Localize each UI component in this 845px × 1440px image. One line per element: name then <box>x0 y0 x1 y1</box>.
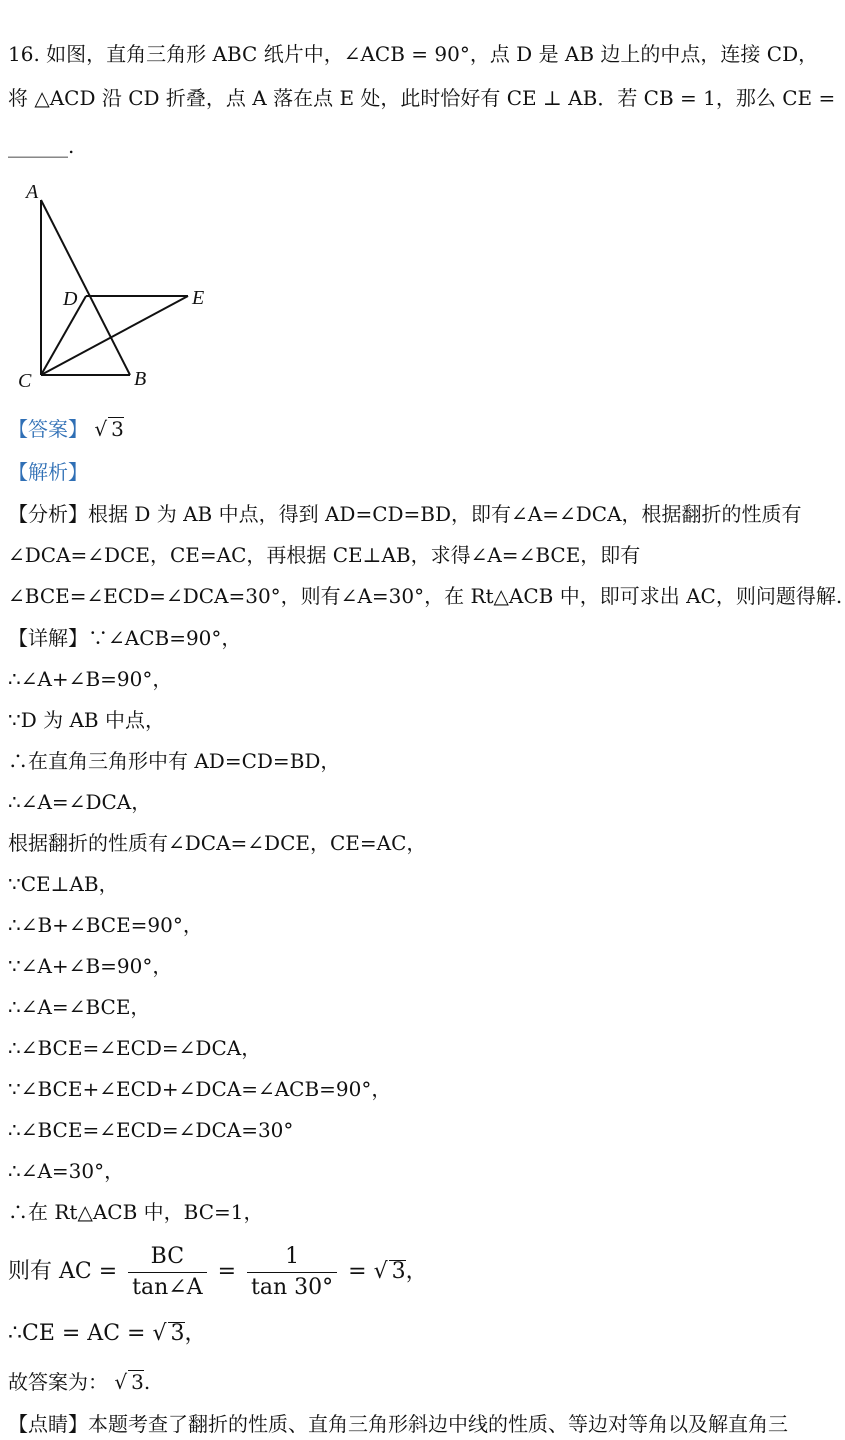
fenxi-line-2: ∠DCA=∠DCE，CE=AC，再根据 CE⊥AB，求得∠A=∠BCE，即有 <box>8 543 641 567</box>
final-prefix: 故答案为： <box>8 1370 108 1394</box>
segment-AB <box>41 200 130 375</box>
answer-label: 【答案】 <box>8 417 88 441</box>
answer-value: √ 3 <box>94 417 124 441</box>
final-answer-line <box>8 1368 150 1396</box>
fenxi-line-1: 【分析】根据 D 为 AB 中点，得到 AD=CD=BD，即有∠A=∠DCA，根据翻折的性质有 <box>8 502 802 526</box>
fraction-one-over-tan30 <box>247 1242 337 1303</box>
radical-icon: √ <box>114 1370 128 1394</box>
formula-prefix: 则有 AC = <box>8 1259 118 1284</box>
final-suffix: . <box>143 1370 151 1394</box>
detail-step: ∵D 为 AB 中点， <box>8 708 165 732</box>
detail-step: ∵CE⊥AB， <box>8 872 119 896</box>
label-D: D <box>63 288 78 310</box>
question-line-1: 16. 如图，直角三角形 ABC 纸片中，∠ACB = 90°，点 D 是 AB 边上的中点，连接 CD， <box>8 42 819 66</box>
sqrt-value: 3 <box>389 1260 406 1283</box>
sqrt-value: 3 <box>168 1322 185 1345</box>
label-E: E <box>192 287 205 309</box>
question-line-2: 将 △ACD 沿 CD 折叠，点 A 落在点 E 处，此时恰好有 CE ⊥ AB．若 CB = 1，那么 CE = <box>8 86 836 110</box>
detail-step: ∵∠A+∠B=90°， <box>8 954 173 978</box>
detail-step: ∴∠A=30°， <box>8 1159 125 1183</box>
sqrt-value: 3 <box>128 1370 144 1393</box>
fraction-numerator: BC <box>128 1242 206 1273</box>
dianjing-line: 【点睛】本题考查了翻折的性质、直角三角形斜边中线的性质、等边对等角以及解直角三 <box>8 1412 788 1436</box>
detail-step: 根据翻折的性质有∠DCA=∠DCE，CE=AC， <box>8 831 427 855</box>
equals-sign: = <box>348 1259 367 1284</box>
radical-icon: √ <box>373 1259 388 1284</box>
ce-suffix: ， <box>184 1321 207 1346</box>
detail-step: ∴∠A=∠DCA， <box>8 790 152 814</box>
ce-prefix: ∴CE = AC = <box>8 1321 146 1346</box>
radical-icon: √ <box>94 417 108 441</box>
fraction-bc-over-tan-a <box>128 1242 206 1303</box>
radical-icon: √ <box>152 1321 167 1346</box>
detail-step: ∴∠BCE=∠ECD=∠DCA， <box>8 1036 262 1060</box>
equals-sign: = <box>217 1259 237 1284</box>
detail-step: ∵∠BCE+∠ECD+∠DCA=∠ACB=90°， <box>8 1077 392 1101</box>
analysis-label: 【解析】 <box>8 460 88 484</box>
label-B: B <box>134 368 147 390</box>
formula-suffix: ， <box>405 1259 428 1284</box>
label-C: C <box>18 370 32 392</box>
detail-step: ∴在直角三角形中有 AD=CD=BD， <box>8 749 341 773</box>
detail-step: ∴在 Rt△ACB 中，BC=1， <box>8 1200 264 1224</box>
fraction-denominator: tan 30° <box>251 1274 334 1300</box>
formula-line <box>8 1240 428 1304</box>
question-blank: ______. <box>8 134 75 158</box>
ce-line <box>8 1320 207 1348</box>
fraction-numerator: 1 <box>247 1242 337 1273</box>
fenxi-line-3: ∠BCE=∠ECD=∠DCA=30°，则有∠A=30°，在 Rt△ACB 中，即可求出 AC，则问题得解. <box>8 584 843 608</box>
detail-step: ∴∠BCE=∠ECD=∠DCA=30° <box>8 1118 294 1142</box>
fraction-denominator: tan∠A <box>132 1274 203 1300</box>
detail-step: 【详解】∵∠ACB=90°， <box>8 626 242 650</box>
detail-step: ∴∠A=∠BCE， <box>8 995 151 1019</box>
answer-line <box>8 415 124 443</box>
label-A: A <box>26 181 39 203</box>
detail-step: ∴∠A+∠B=90°， <box>8 667 173 691</box>
geometry-figure <box>8 180 228 395</box>
detail-step: ∴∠B+∠BCE=90°， <box>8 913 203 937</box>
